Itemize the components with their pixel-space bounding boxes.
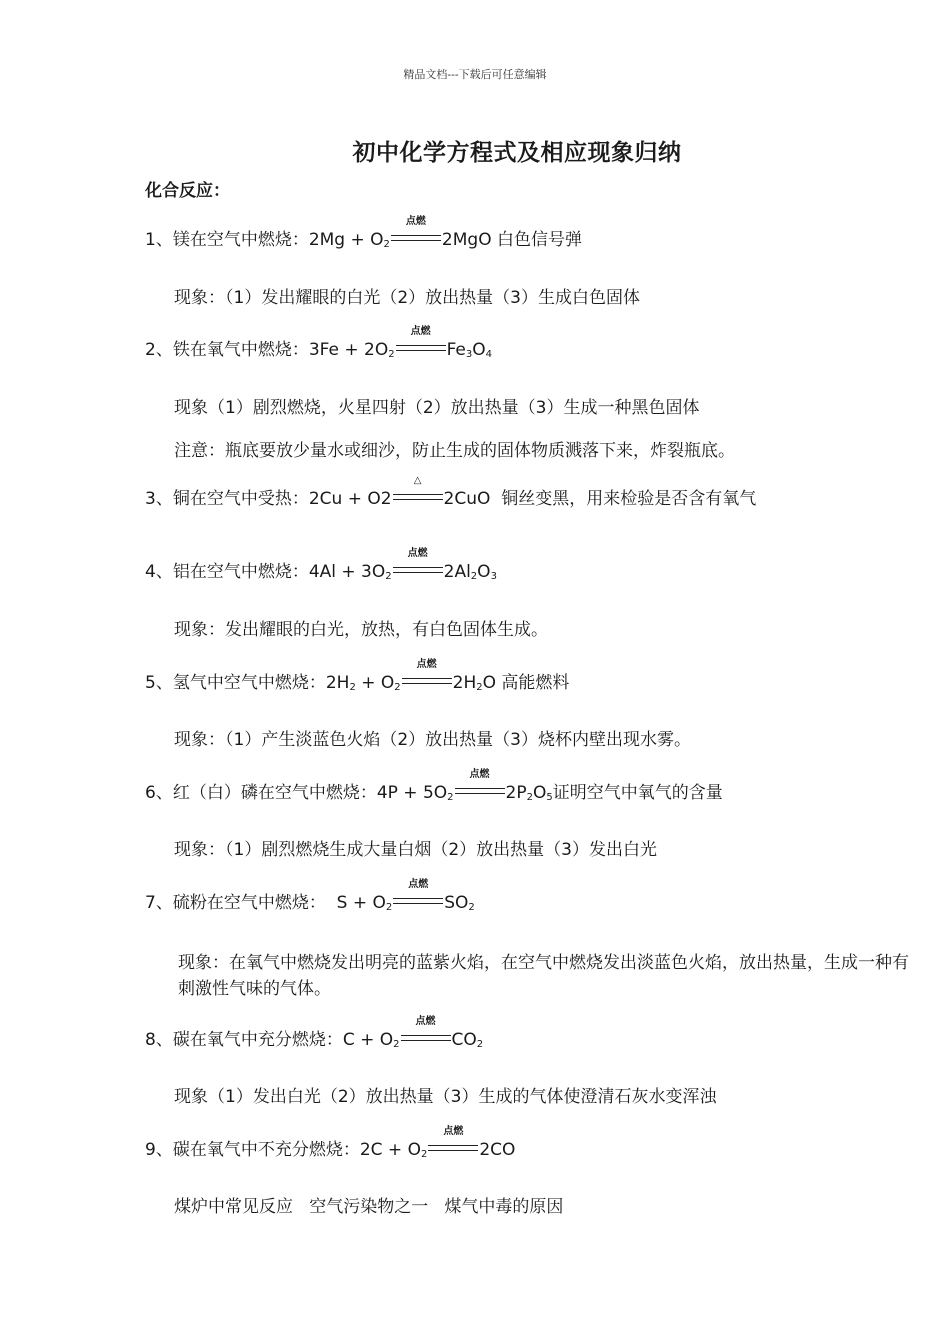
product-text: Fe xyxy=(446,340,466,360)
section-heading: 化合反应： xyxy=(145,181,230,201)
double-line-sign xyxy=(396,345,446,351)
item-number: 8、 xyxy=(145,1030,173,1050)
reactant-text: 4Al + 3O xyxy=(308,562,386,582)
phenomenon-4: 现象：发出耀眼的白光，放热，有白色固体生成。 xyxy=(174,620,548,640)
product-subscript: 4 xyxy=(485,349,493,360)
reactant-subscript: 2 xyxy=(393,1039,400,1050)
reaction-condition-equals xyxy=(393,548,443,575)
reaction-description: 镁在空气中燃烧： xyxy=(172,230,309,250)
product-subscript: 3 xyxy=(465,349,473,360)
product-text: O xyxy=(532,783,547,803)
product-text: SO xyxy=(444,893,469,913)
phenomenon-2: 现象（1）剧烈燃烧，火星四射（2）放出热量（3）生成一种黑色固体 xyxy=(174,398,700,418)
reaction-description: 铜在空气中受热： xyxy=(172,489,309,509)
double-line-sign xyxy=(428,1145,478,1151)
reaction-condition-equals xyxy=(428,1126,478,1153)
condition-label: 点燃 xyxy=(405,216,426,227)
reaction-condition-equals xyxy=(393,879,443,906)
equation-1 xyxy=(145,216,582,252)
condition-label: 点燃 xyxy=(410,326,431,337)
item-number: 7、 xyxy=(145,893,173,913)
phenomenon-8: 现象（1）发出白光（2）放出热量（3）生成的气体使澄清石灰水变浑浊 xyxy=(174,1087,717,1107)
product-subscript: 2 xyxy=(470,571,478,582)
reaction-note: 证明空气中氧气的含量 xyxy=(552,783,723,803)
item-number: 5、 xyxy=(145,673,173,693)
reactant-subscript: 2 xyxy=(385,902,393,913)
reactant-text: 2H xyxy=(325,673,350,693)
page-header: 精品文档---下载后可任意编辑 xyxy=(403,68,547,81)
item-number: 4、 xyxy=(145,562,173,582)
reaction-description: 红（白）磷在空气中燃烧： xyxy=(172,783,377,803)
reactant-subscript: 2 xyxy=(388,349,395,360)
condition-label: 点燃 xyxy=(407,548,428,559)
product-subscript: 2 xyxy=(476,682,483,693)
phenomenon-9: 煤炉中常见反应 空气污染物之一 煤气中毒的原因 xyxy=(174,1197,564,1217)
equation-6 xyxy=(145,769,723,805)
reactant-text: 2Mg + O xyxy=(308,230,384,250)
item-number: 9、 xyxy=(145,1140,173,1160)
reaction-description: 硫粉在空气中燃烧： xyxy=(172,893,337,913)
condition-label: 点燃 xyxy=(443,1126,464,1137)
product-subscript: 2 xyxy=(476,1039,484,1050)
reaction-condition-equals xyxy=(391,216,441,243)
equation-2 xyxy=(145,326,493,362)
double-line-sign xyxy=(393,494,443,500)
reactant-text: 2Cu + O2 xyxy=(308,489,392,509)
product-text: 2CO xyxy=(479,1140,516,1160)
item-number: 1、 xyxy=(145,230,173,250)
product-text: O xyxy=(472,340,486,360)
reaction-note: 铜丝变黑，用来检验是否含有氧气 xyxy=(490,489,757,509)
double-line-sign xyxy=(402,678,452,684)
reaction-note: 高能燃料 xyxy=(496,673,570,693)
reaction-condition-equals xyxy=(401,1016,451,1043)
product-text: 2MgO xyxy=(441,230,492,250)
product-text: 2CuO xyxy=(443,489,491,509)
reactant-subscript: 2 xyxy=(420,1149,428,1160)
reactant-text: 3Fe + 2O xyxy=(308,340,389,360)
item-number: 2、 xyxy=(145,340,173,360)
reaction-condition-equals xyxy=(402,659,452,686)
double-line-sign xyxy=(393,898,443,904)
double-line-sign xyxy=(401,1035,451,1041)
reactant-text: 4P + 5O xyxy=(376,783,448,803)
reaction-description: 铝在空气中燃烧： xyxy=(172,562,309,582)
reactant-subscript: 2 xyxy=(349,682,356,693)
reaction-condition-equals xyxy=(455,769,505,796)
document-title: 初中化学方程式及相应现象归纳 xyxy=(352,139,682,166)
product-subscript: 2 xyxy=(468,902,475,913)
reactant-subscript: 2 xyxy=(385,571,392,582)
reactant-subscript: 2 xyxy=(383,239,390,250)
product-subscript: 2 xyxy=(526,792,533,803)
product-text: 2P xyxy=(505,783,527,803)
phenomenon-1: 现象：（1）发出耀眼的白光（2）放出热量（3）生成白色固体 xyxy=(174,288,640,308)
reactant-text: C + O xyxy=(342,1030,394,1050)
equation-8 xyxy=(145,1016,484,1052)
reaction-condition-equals xyxy=(396,326,446,353)
phenomenon-6: 现象：（1）剧烈燃烧生成大量白烟（2）放出热量（3）发出白光 xyxy=(174,840,657,860)
item-number: 3、 xyxy=(145,489,173,509)
condition-label: 点燃 xyxy=(408,879,429,890)
reactant-text: 2C + O xyxy=(359,1140,421,1160)
product-text: 2Al xyxy=(443,562,471,582)
product-text: 2H xyxy=(452,673,477,693)
reactant-text: + O xyxy=(355,673,395,693)
condition-label: 点燃 xyxy=(469,769,490,780)
reactant-subscript: 2 xyxy=(394,682,401,693)
reaction-description: 氢气中空气中燃烧： xyxy=(172,673,326,693)
product-subscript: 5 xyxy=(546,792,553,803)
equation-5 xyxy=(145,659,570,695)
double-line-sign xyxy=(391,235,441,241)
product-text: O xyxy=(477,562,491,582)
condition-label: △ xyxy=(413,475,422,486)
attention-note-2: 注意：瓶底要放少量水或细沙，防止生成的固体物质溅落下来，炸裂瓶底。 xyxy=(174,441,735,461)
reaction-description: 碳在氧气中充分燃烧： xyxy=(172,1030,343,1050)
reaction-note: 白色信号弹 xyxy=(491,230,582,250)
equation-9 xyxy=(145,1126,516,1162)
double-line-sign xyxy=(393,567,443,573)
equation-7 xyxy=(145,879,475,915)
reactant-subscript: 2 xyxy=(447,792,454,803)
reaction-condition-equals xyxy=(393,475,443,502)
double-line-sign xyxy=(455,788,505,794)
reaction-description: 铁在氧气中燃烧： xyxy=(172,340,309,360)
item-number: 6、 xyxy=(145,783,173,803)
equation-4 xyxy=(145,548,497,584)
product-text: CO xyxy=(451,1030,477,1050)
condition-label: 点燃 xyxy=(416,659,437,670)
reactant-text: S + O xyxy=(336,893,386,913)
product-subscript: 3 xyxy=(490,571,497,582)
phenomenon-5: 现象：（1）产生淡蓝色火焰（2）放出热量（3）烧杯内壁出现水雾。 xyxy=(174,730,691,750)
condition-label: 点燃 xyxy=(415,1016,436,1027)
reaction-description: 碳在氧气中不充分燃烧： xyxy=(172,1140,360,1160)
phenomenon-7: 现象：在氧气中燃烧发出明亮的蓝紫火焰，在空气中燃烧发出淡蓝色火焰，放出热量，生成一种有刺激性气味的气体。 xyxy=(178,953,909,999)
product-text: O xyxy=(482,673,496,693)
equation-3 xyxy=(145,475,757,511)
